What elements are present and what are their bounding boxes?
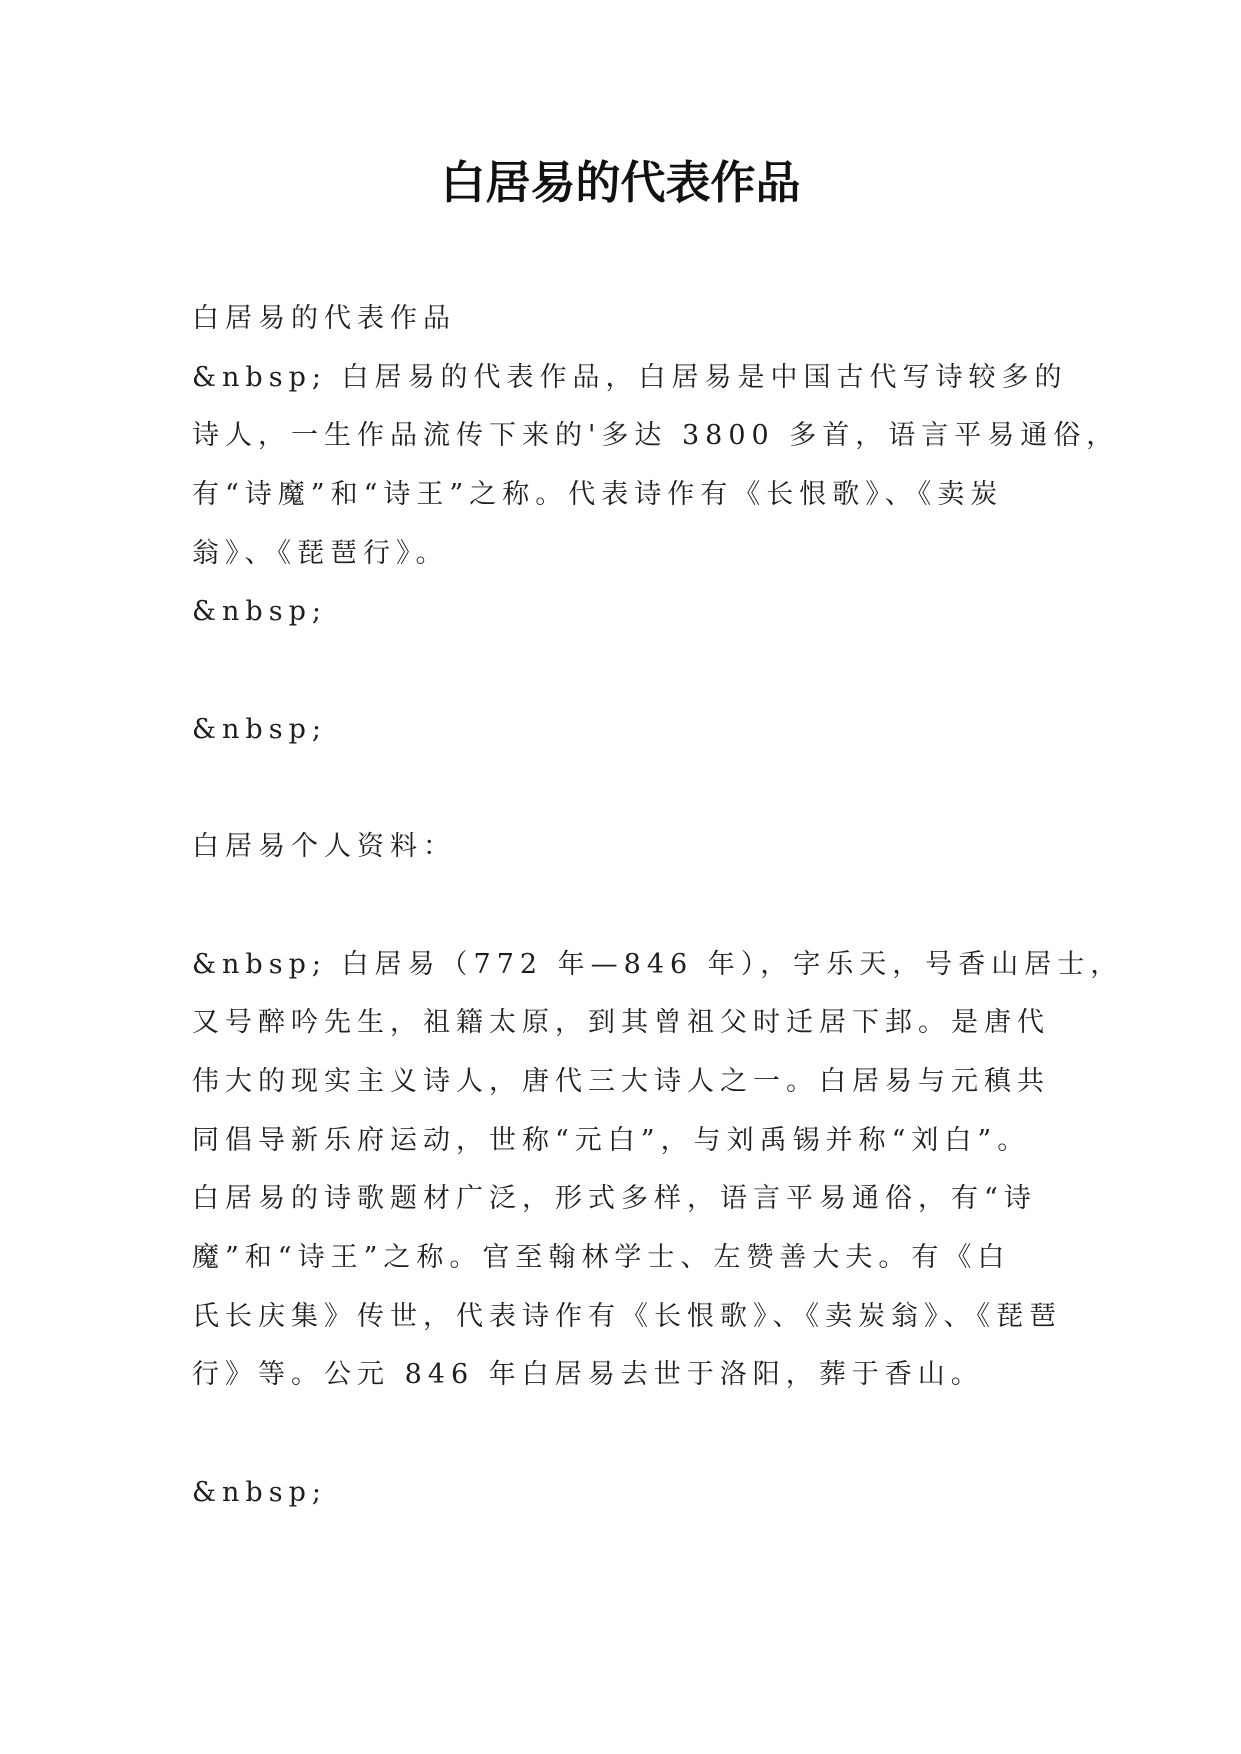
document-title: 白居易的代表作品 <box>440 156 801 209</box>
document-body <box>192 290 1192 1522</box>
profile-line: 同倡导新乐府运动，世称“元白”，与刘禹锡并称“刘白”。 <box>192 1124 1031 1156</box>
nbsp-line: &nbsp; <box>192 713 327 745</box>
blank-line <box>192 877 1192 936</box>
intro-line: 有“诗魔”和“诗王”之称。代表诗作有《长恨歌》、《卖炭 <box>192 479 1004 511</box>
intro-line: &nbsp; 白居易的代表作品，白居易是中国古代写诗较多的 <box>192 361 1068 393</box>
blank-line <box>192 1405 1192 1464</box>
profile-line: 氏长庆集》传世，代表诗作有《长恨歌》、《卖炭翁》、《琵琶 <box>192 1300 1062 1332</box>
profile-heading: 白居易个人资料： <box>192 831 456 863</box>
profile-line: 魔”和“诗王”之称。官至翰林学士、左赞善大夫。有《白 <box>192 1242 1011 1273</box>
nbsp-line: &nbsp; <box>192 1476 327 1508</box>
intro-line: 翁》、《琵琶行》。 <box>192 537 449 569</box>
blank-line <box>192 642 1192 701</box>
profile-line: 又号醉吟先生，祖籍太原，到其曾祖父时迁居下邽。是唐代 <box>192 1007 1050 1039</box>
body-heading: 白居易的代表作品 <box>192 303 456 334</box>
profile-line: 白居易的诗歌题材广泛，形式多样，语言平易通俗，有“诗 <box>192 1183 1037 1215</box>
blank-line <box>192 760 1192 819</box>
profile-line: 行》等。公元 846 年白居易去世于洛阳，葬于香山。 <box>192 1359 984 1391</box>
nbsp-line: &nbsp; <box>192 596 327 628</box>
profile-line: 伟大的现实主义诗人，唐代三大诗人之一。白居易与元稹共 <box>192 1065 1050 1097</box>
intro-line: 诗人，一生作品流传下来的'多达 3800 多首，语言平易通俗， <box>192 420 1120 452</box>
profile-line: &nbsp; 白居易（772 年—846 年），字乐天，号香山居士， <box>192 948 1124 980</box>
